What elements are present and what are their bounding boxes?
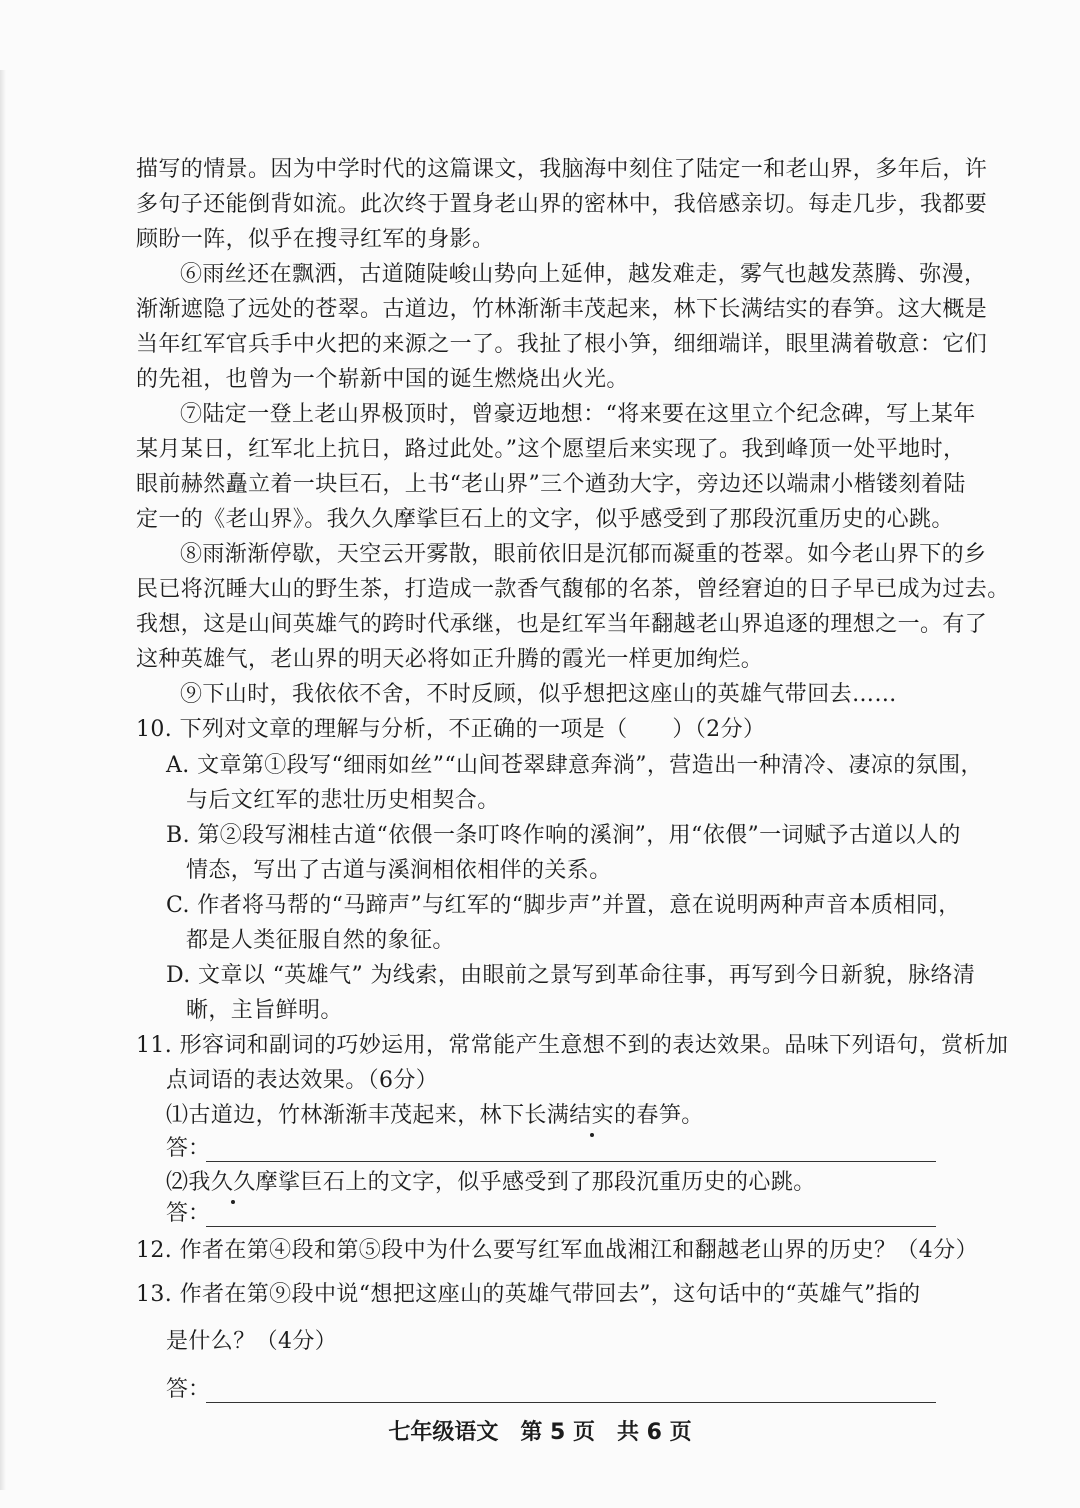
passage-line: 定一的《老山界》。我久久摩挲巨石上的文字，似乎感受到了那段沉重历史的心跳。	[136, 507, 954, 532]
passage-line: 这种英雄气，老山界的明天必将如正升腾的霞光一样更加绚烂。	[136, 647, 764, 672]
answer-line[interactable]	[206, 1402, 936, 1403]
passage-line: 民已将沉睡大山的野生茶，打造成一款香气馥郁的名茶，曾经窘迫的日子早已成为过去。	[136, 577, 1010, 602]
answer-label: 答：	[166, 1201, 211, 1226]
q11-s1-text-end: 的春笋。	[614, 1103, 704, 1128]
question-13-stem-cont: 是什么？（4分）	[166, 1329, 338, 1354]
q10-option-b-cont: 情态，写出了古道与溪涧相依相伴的关系。	[186, 858, 612, 883]
passage-line: 当年红军官兵手中火把的来源之一了。我扯了根小笋，细细端详，眼里满着敬意：它们	[136, 332, 988, 357]
passage-line: 顾盼一阵，似乎在搜寻红军的身影。	[136, 227, 495, 252]
passage-line: 眼前赫然矗立着一块巨石，上书“老山界”三个遒劲大字，旁边还以端肃小楷镂刻着陆	[136, 472, 966, 497]
passage-line-para6: ⑥雨丝还在飘洒，古道随陡峻山势向上延伸，越发难走，雾气也越发蒸腾、弥漫，	[180, 262, 987, 287]
page-edge-shadow	[0, 70, 6, 1490]
q11-sentence-1	[166, 1101, 936, 1131]
q11-answer-2[interactable]	[166, 1199, 936, 1229]
passage-line: 多句子还能倒背如流。此次终于置身老山界的密林中，我倍感亲切。每走几步，我都要	[136, 192, 988, 217]
q10-option-a: A. 文章第①段写“细雨如丝”“山间苍翠肆意奔淌”，营造出一种清冷、凄凉的氛围，	[166, 753, 983, 778]
passage-line: 我想，这是山间英雄气的跨时代承继，也是红军当年翻越老山界追逐的理想之一。有了	[136, 612, 988, 637]
q11-s1-text: ⑴古道边，竹林渐渐丰茂起来，林下长满	[166, 1103, 570, 1128]
passage-line: 渐渐遮隐了远处的苍翠。古道边，竹林渐渐丰茂起来，林下长满结实的春笋。这大概是	[136, 297, 988, 322]
question-11-stem: 11. 形容词和副词的巧妙运用，常常能产生意想不到的表达效果。品味下列语句，赏析加	[136, 1033, 1009, 1058]
q11-s2-dotted-word: 久久	[211, 1168, 256, 1198]
question-11-stem-cont: 点词语的表达效果。（6分）	[166, 1068, 439, 1093]
answer-line[interactable]	[206, 1226, 936, 1227]
passage-line: 描写的情景。因为中学时代的这篇课文，我脑海中刻住了陆定一和老山界，多年后，许	[136, 157, 988, 182]
question-12-stem: 12. 作者在第④段和第⑤段中为什么要写红军血战湘江和翻越老山界的历史？（4分）	[136, 1238, 978, 1263]
q10-option-d-cont: 晰，主旨鲜明。	[186, 998, 343, 1023]
passage-line: 的先祖，也曾为一个崭新中国的诞生燃烧出火光。	[136, 367, 629, 392]
passage-line-para8: ⑧雨渐渐停歇，天空云开雾散，眼前依旧是沉郁而凝重的苍翠。如今老山界下的乡	[180, 542, 987, 567]
q11-sentence-2	[166, 1168, 936, 1198]
q10-option-c-cont: 都是人类征服自然的象征。	[186, 928, 455, 953]
passage-line-para9: ⑨下山时，我依依不舍，不时反顾，似乎想把这座山的英雄气带回去……	[180, 682, 897, 707]
q11-s2-text: ⑵我	[166, 1170, 211, 1195]
answer-label: 答：	[166, 1136, 211, 1161]
q11-s1-dotted-word: 结实	[569, 1101, 614, 1131]
answer-label: 答：	[166, 1377, 211, 1402]
page-footer: 七年级语文 第 5 页 共 6 页	[388, 1420, 692, 1445]
passage-line-para7: ⑦陆定一登上老山界极顶时，曾豪迈地想：“将来要在这里立个纪念碑，写上某年	[180, 402, 976, 427]
q10-option-b: B. 第②段写湘桂古道“依偎一条叮咚作响的溪涧”，用“依偎”一词赋予古道以人的	[166, 823, 961, 848]
question-13-stem: 13. 作者在第⑨段中说“想把这座山的英雄气带回去”，这句话中的“英雄气”指的	[136, 1282, 921, 1307]
q10-option-a-cont: 与后文红军的悲壮历史相契合。	[186, 788, 500, 813]
answer-line[interactable]	[206, 1161, 936, 1162]
question-10-stem: 10. 下列对文章的理解与分析，不正确的一项是（ ）（2分）	[136, 717, 766, 742]
q10-option-d: D. 文章以 “英雄气” 为线索，由眼前之景写到革命往事，再写到今日新貌，脉络清	[166, 963, 976, 988]
q10-option-c: C. 作者将马帮的“马蹄声”与红军的“脚步声”并置，意在说明两种声音本质相同，	[166, 893, 961, 918]
q11-answer-1[interactable]	[166, 1134, 936, 1164]
passage-line: 某月某日，红军北上抗日，路过此处。”这个愿望后来实现了。我到峰顶一处平地时，	[136, 437, 966, 462]
q11-s2-text-end: 摩挲巨石上的文字，似乎感受到了那段沉重历史的心跳。	[255, 1170, 816, 1195]
q13-answer[interactable]	[166, 1375, 936, 1405]
